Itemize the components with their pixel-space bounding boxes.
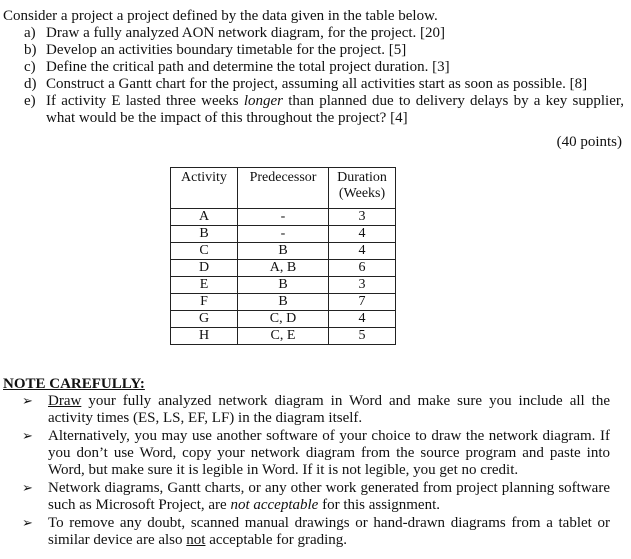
note-item [22,393,610,427]
cell-predecessor: C, D [238,311,329,328]
table-row [171,311,396,328]
question-letter: b) [24,42,37,58]
cell-predecessor: B [238,243,329,260]
cell-duration: 3 [329,277,396,294]
question-emphasis: longer [243,93,284,109]
question-text-part: than planned due to delivery delays by a key supplier, what would be the impact of this throughout the project? [4] [46,93,624,126]
question-letter: c) [24,59,36,75]
cell-activity: D [171,260,238,277]
notes-list [22,393,610,550]
cell-duration: 4 [329,226,396,243]
cell-predecessor: - [238,209,329,226]
table-row [171,209,396,226]
points-label: (40 points) [556,134,622,150]
note-item [22,480,610,514]
table-row [171,243,396,260]
header-predecessor: Predecessor [238,168,329,209]
question-list [24,25,624,127]
note-item [22,515,610,549]
note-emphasis: not acceptable [230,497,319,513]
activity-table [170,167,396,345]
note-text-part: for this assignment. [318,497,440,513]
note-text-part: acceptable for grading. [205,532,348,548]
cell-duration: 7 [329,294,396,311]
cell-predecessor: B [238,294,329,311]
note-text [48,480,610,514]
question-text: Draw a fully analyzed AON network diagram, for the project. [20] [46,25,446,41]
arrow-bullet-icon: ➢ [22,516,33,531]
table-row [171,328,396,345]
header-duration-line2: (Weeks) [338,186,386,201]
question-text [46,93,624,127]
question-letter: a) [24,25,36,41]
note-underline: Draw [48,393,82,409]
cell-predecessor: - [238,226,329,243]
question-letter: d) [24,76,37,92]
cell-activity: H [171,328,238,345]
header-activity: Activity [171,168,238,209]
cell-activity: B [171,226,238,243]
header-duration [329,168,396,209]
cell-duration: 3 [329,209,396,226]
note-item [22,428,610,479]
cell-predecessor: B [238,277,329,294]
cell-activity: F [171,294,238,311]
cell-duration: 5 [329,328,396,345]
question-letter: e) [24,93,36,109]
table-row [171,226,396,243]
question-text-part: If activity E lasted three weeks [46,93,244,109]
question-item [24,25,624,42]
cell-predecessor: C, E [238,328,329,345]
cell-duration: 4 [329,243,396,260]
cell-activity: E [171,277,238,294]
question-item [24,93,624,127]
cell-duration: 6 [329,260,396,277]
question-item [24,59,624,76]
cell-activity: C [171,243,238,260]
cell-duration: 4 [329,311,396,328]
table-row [171,294,396,311]
table-row [171,277,396,294]
note-text-part: Network diagrams, Gantt charts, or any other work generated from project planning software such as Microsoft Project, are [48,480,610,513]
question-item [24,42,624,59]
question-item [24,76,624,93]
question-text: Construct a Gantt chart for the project, assuming all activities start as soon as possible. [8] [46,76,588,92]
intro-text: Consider a project a project defined by the data given in the table below. [3,8,438,24]
cell-activity: G [171,311,238,328]
arrow-bullet-icon: ➢ [22,481,33,496]
table-header-row [171,168,396,209]
note-title: NOTE CAREFULLY: [3,376,145,392]
cell-predecessor: A, B [238,260,329,277]
note-text [48,515,610,549]
note-underline: not [186,532,206,548]
arrow-bullet-icon: ➢ [22,429,33,444]
note-text [48,393,610,427]
arrow-bullet-icon: ➢ [22,394,33,409]
note-text-part: your fully analyzed network diagram in Word and make sure you include all the activity times (ES, LS, EF, LF) in the diagram itself. [48,393,610,426]
note-text: Alternatively, you may use another software of your choice to draw the network diagram. If you don’t use Word, copy your network diagram from the source program and paste into Word, but make sure it is legible in Word. If it is not legible, you get no credit. [48,428,610,478]
table-row [171,260,396,277]
header-duration-line1: Duration [337,170,387,185]
note-text-part: To remove any doubt, scanned manual drawings or hand-drawn diagrams from a tablet or similar device are also [48,515,610,548]
question-text: Define the critical path and determine the total project duration. [3] [46,59,450,75]
question-text: Develop an activities boundary timetable for the project. [5] [46,42,407,58]
cell-activity: A [171,209,238,226]
